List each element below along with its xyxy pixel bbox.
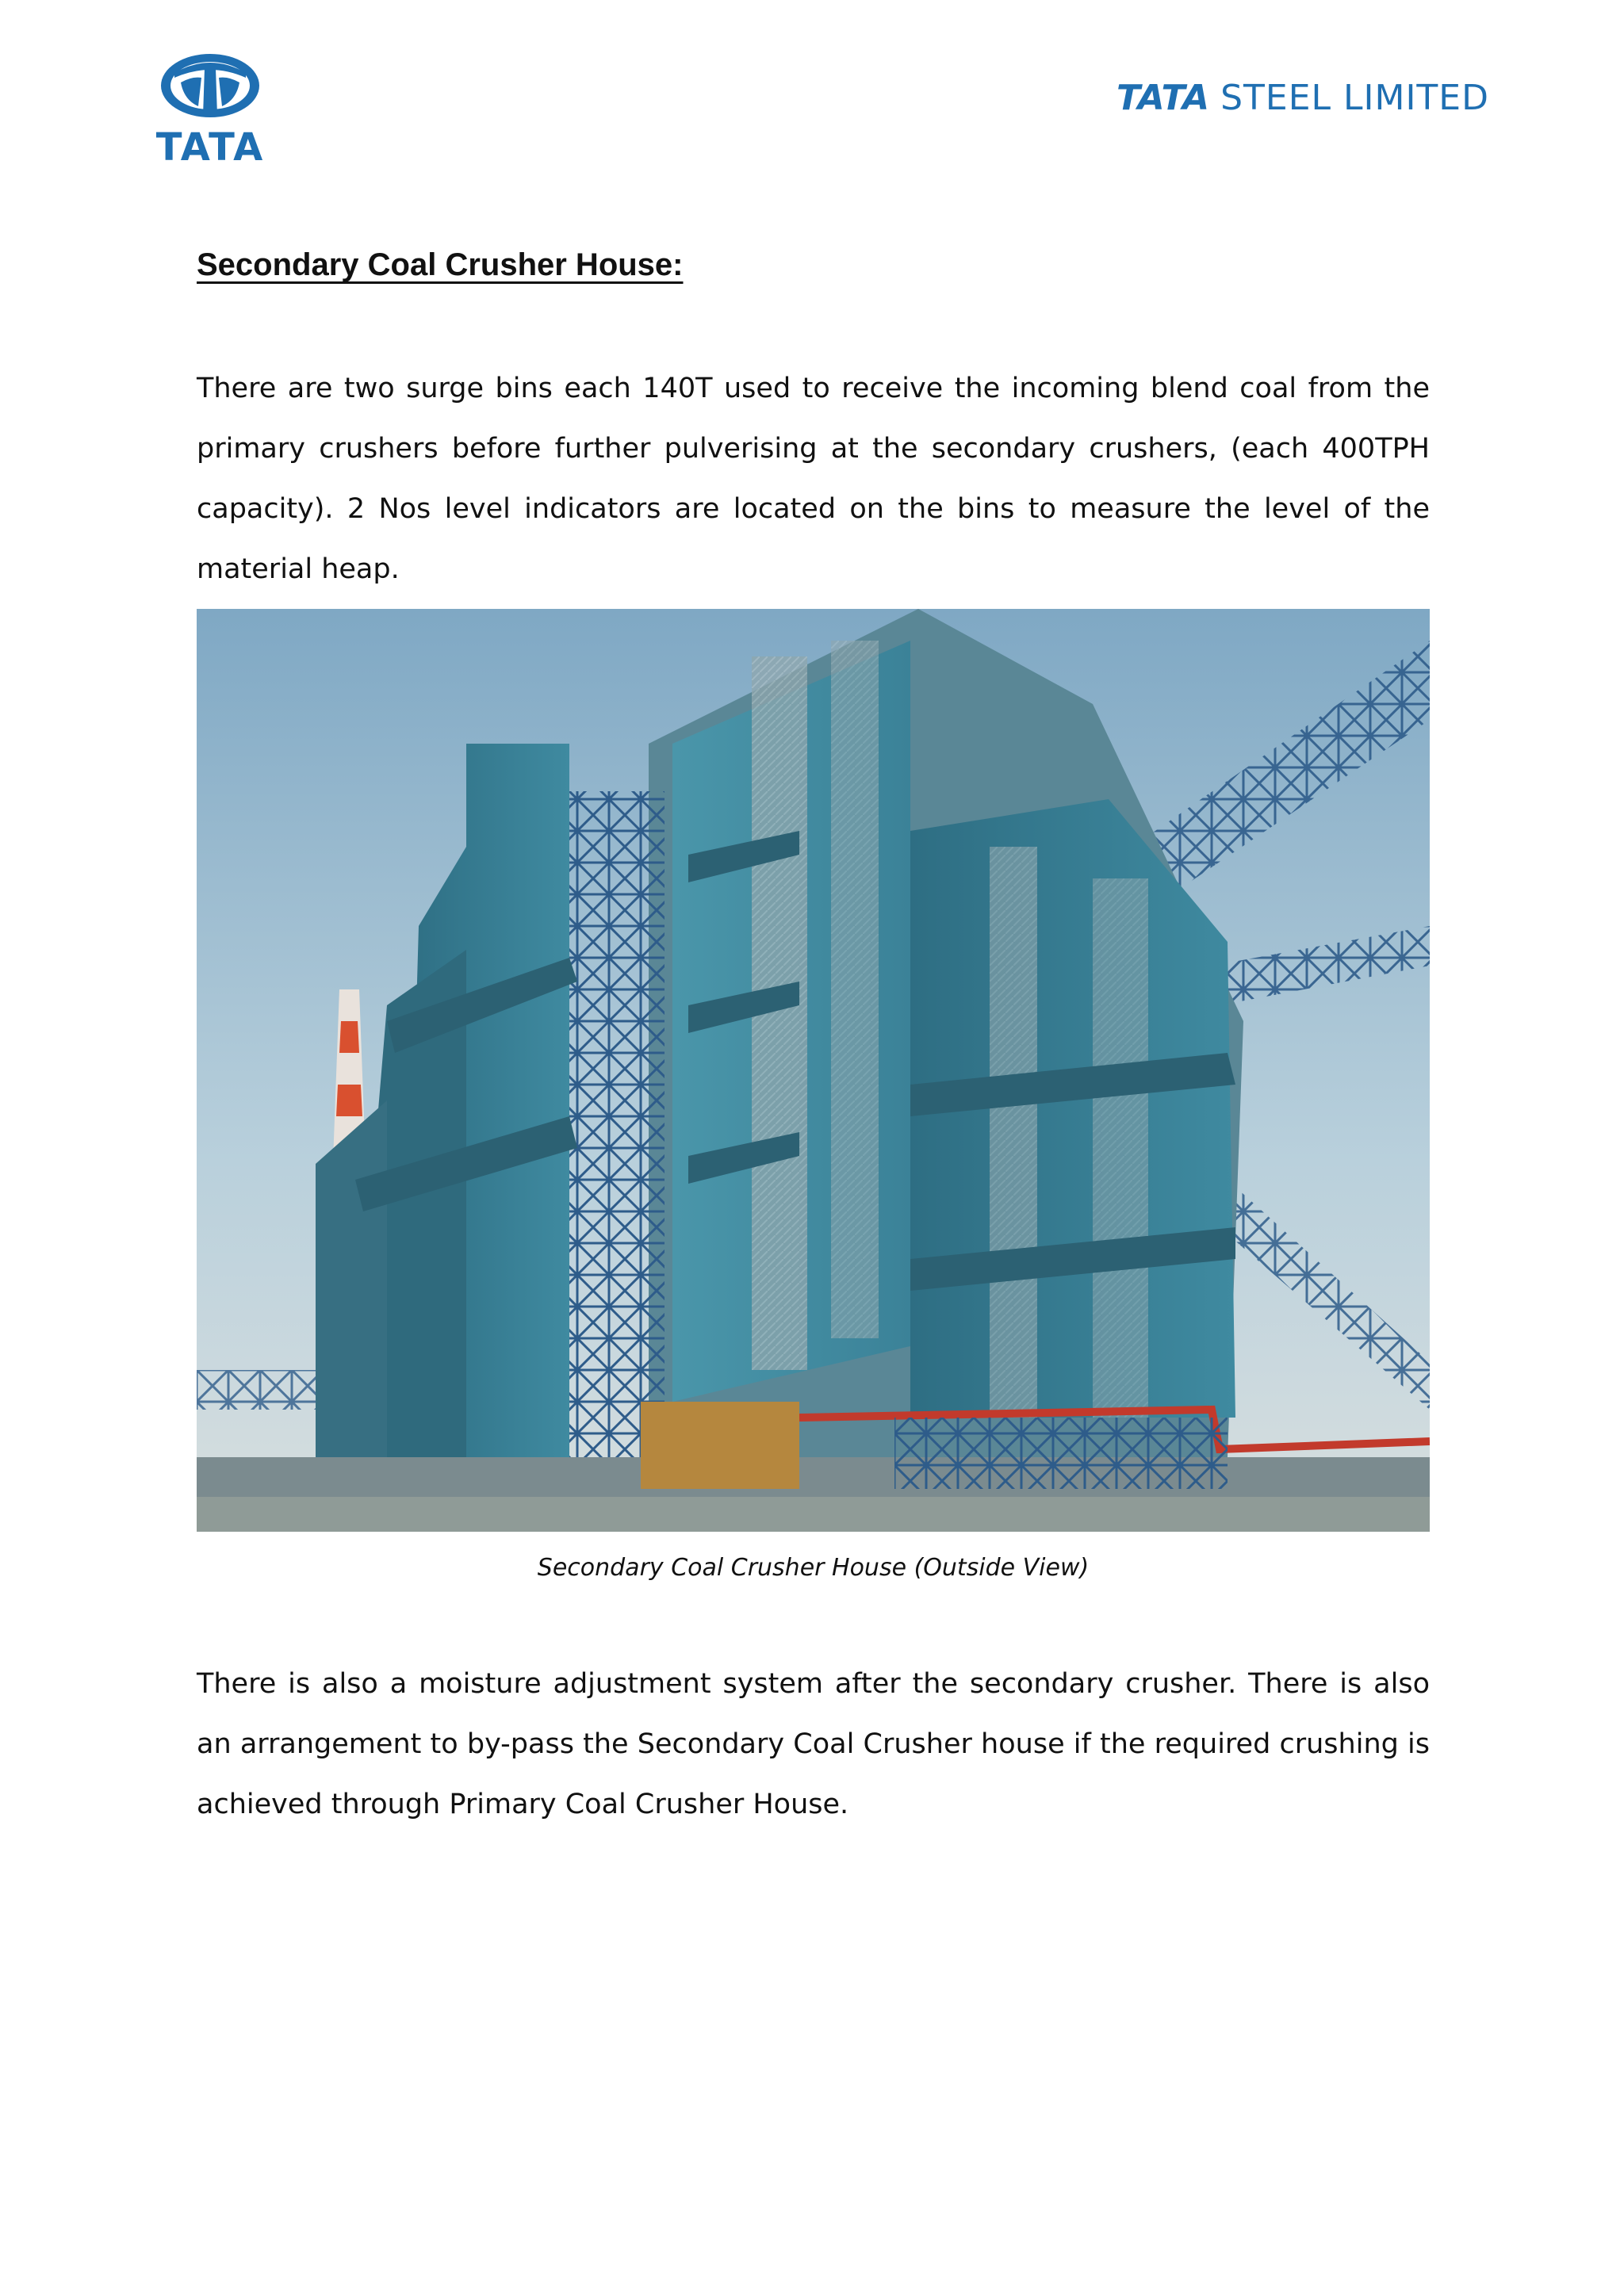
tata-logo-wordmark: TATA <box>155 125 265 170</box>
crusher-house-photo <box>197 609 1430 1532</box>
brand-rest-text: STEEL LIMITED <box>1220 78 1489 118</box>
brand-bold-text: TATA <box>1116 78 1210 118</box>
section-title: Secondary Coal Crusher House: <box>197 247 684 282</box>
closing-paragraph: There is also a moisture adjustment system after the secondary crusher. There is also an arrangement to by-pass the Secondary Coal Crusher house if the required crushing is achieved through Primary Coal Crusher House. <box>197 1668 1430 1820</box>
tata-logo <box>119 36 301 187</box>
crusher-house-illustration <box>197 609 1430 1532</box>
intro-paragraph: There are two surge bins each 140T used to receive the incoming blend coal from the primary crushers before further pulverising at the secondary crushers, (each 400TPH capacity). 2 Nos level indicators are located on the bins to measure the level of the material heap. <box>197 373 1430 585</box>
figure-caption: Secondary Coal Crusher House (Outside View) <box>537 1554 1090 1582</box>
tata-steel-limited-wordmark <box>1116 78 1489 118</box>
